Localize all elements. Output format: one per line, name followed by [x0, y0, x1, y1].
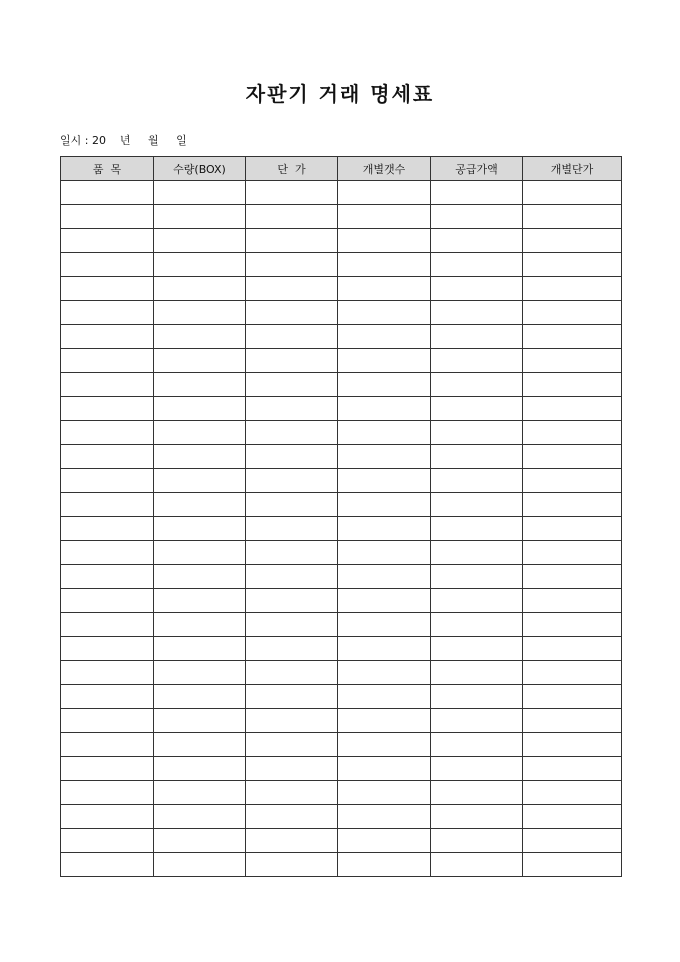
table-row: [61, 757, 622, 781]
table-cell: [431, 493, 523, 517]
table-cell: [338, 373, 431, 397]
table-cell: [338, 421, 431, 445]
table-cell: [246, 373, 338, 397]
header-unit-price: 단 가: [246, 157, 338, 181]
table-cell: [246, 397, 338, 421]
table-cell: [61, 229, 154, 253]
table-cell: [246, 661, 338, 685]
table-cell: [431, 301, 523, 325]
table-cell: [154, 805, 246, 829]
table-cell: [61, 373, 154, 397]
table-cell: [246, 589, 338, 613]
table-cell: [246, 637, 338, 661]
table-cell: [431, 853, 523, 877]
table-row: [61, 541, 622, 565]
table-cell: [431, 205, 523, 229]
table-row: [61, 637, 622, 661]
table-cell: [154, 613, 246, 637]
table-row: [61, 517, 622, 541]
table-cell: [61, 421, 154, 445]
table-cell: [431, 253, 523, 277]
table-cell: [61, 757, 154, 781]
table-cell: [246, 565, 338, 589]
table-cell: [246, 541, 338, 565]
table-row: [61, 181, 622, 205]
table-cell: [246, 829, 338, 853]
table-cell: [338, 397, 431, 421]
table-row: [61, 253, 622, 277]
table-cell: [154, 733, 246, 757]
table-cell: [431, 685, 523, 709]
table-cell: [338, 277, 431, 301]
table-cell: [431, 421, 523, 445]
table-cell: [431, 277, 523, 301]
table-cell: [246, 301, 338, 325]
table-cell: [431, 565, 523, 589]
table-cell: [154, 685, 246, 709]
table-row: [61, 733, 622, 757]
table-cell: [431, 181, 523, 205]
table-cell: [338, 301, 431, 325]
table-cell: [523, 469, 622, 493]
table-cell: [431, 397, 523, 421]
table-cell: [523, 757, 622, 781]
table-cell: [61, 181, 154, 205]
table-cell: [431, 373, 523, 397]
table-cell: [246, 733, 338, 757]
table-cell: [338, 493, 431, 517]
table-cell: [523, 781, 622, 805]
table-cell: [61, 637, 154, 661]
header-item: 품 목: [61, 157, 154, 181]
table-cell: [154, 853, 246, 877]
table-cell: [154, 445, 246, 469]
table-cell: [431, 469, 523, 493]
table-row: [61, 853, 622, 877]
table-cell: [246, 757, 338, 781]
header-individual-count: 개별갯수: [338, 157, 431, 181]
table-cell: [523, 421, 622, 445]
table-cell: [154, 397, 246, 421]
table-cell: [246, 469, 338, 493]
table-cell: [61, 517, 154, 541]
table-cell: [523, 589, 622, 613]
table-cell: [431, 349, 523, 373]
table-cell: [154, 301, 246, 325]
table-row: [61, 613, 622, 637]
table-cell: [431, 589, 523, 613]
table-cell: [154, 325, 246, 349]
table-cell: [154, 637, 246, 661]
table-cell: [523, 517, 622, 541]
table-row: [61, 805, 622, 829]
table-row: [61, 469, 622, 493]
table-cell: [246, 853, 338, 877]
table-cell: [338, 325, 431, 349]
table-cell: [523, 805, 622, 829]
table-cell: [61, 445, 154, 469]
table-cell: [338, 685, 431, 709]
table-cell: [523, 637, 622, 661]
table-cell: [154, 565, 246, 589]
table-cell: [338, 781, 431, 805]
table-cell: [61, 661, 154, 685]
table-cell: [431, 709, 523, 733]
table-cell: [431, 757, 523, 781]
table-cell: [154, 181, 246, 205]
table-cell: [338, 445, 431, 469]
transaction-table: [60, 156, 622, 877]
table-cell: [431, 445, 523, 469]
table-cell: [246, 445, 338, 469]
table-cell: [523, 397, 622, 421]
table-cell: [154, 253, 246, 277]
table-cell: [523, 709, 622, 733]
table-cell: [338, 589, 431, 613]
table-cell: [523, 229, 622, 253]
table-cell: [431, 829, 523, 853]
table-cell: [246, 229, 338, 253]
table-cell: [431, 613, 523, 637]
table-cell: [523, 373, 622, 397]
table-row: [61, 349, 622, 373]
table-cell: [154, 709, 246, 733]
table-cell: [338, 637, 431, 661]
table-cell: [523, 733, 622, 757]
table-cell: [338, 757, 431, 781]
table-cell: [338, 349, 431, 373]
table-cell: [246, 805, 338, 829]
table-cell: [246, 205, 338, 229]
table-cell: [431, 541, 523, 565]
table-cell: [246, 709, 338, 733]
table-cell: [154, 781, 246, 805]
table-cell: [61, 277, 154, 301]
document-title: 자판기 거래 명세표: [245, 82, 435, 106]
table-cell: [338, 853, 431, 877]
table-cell: [246, 613, 338, 637]
table-cell: [61, 349, 154, 373]
table-cell: [338, 205, 431, 229]
table-cell: [338, 565, 431, 589]
table-cell: [154, 517, 246, 541]
table-cell: [338, 805, 431, 829]
table-cell: [338, 613, 431, 637]
table-row: [61, 493, 622, 517]
table-cell: [61, 853, 154, 877]
table-cell: [246, 277, 338, 301]
table-cell: [246, 325, 338, 349]
table-row: [61, 781, 622, 805]
table-cell: [154, 421, 246, 445]
table-row: [61, 373, 622, 397]
table-cell: [338, 469, 431, 493]
table-cell: [431, 325, 523, 349]
table-cell: [154, 229, 246, 253]
table-cell: [61, 589, 154, 613]
table-cell: [61, 781, 154, 805]
table-cell: [154, 829, 246, 853]
table-cell: [246, 685, 338, 709]
table-cell: [154, 373, 246, 397]
table-cell: [523, 445, 622, 469]
table-cell: [61, 397, 154, 421]
table-cell: [523, 325, 622, 349]
table-row: [61, 565, 622, 589]
table-cell: [338, 253, 431, 277]
table-cell: [61, 325, 154, 349]
table-cell: [61, 493, 154, 517]
table-cell: [154, 493, 246, 517]
table-cell: [61, 301, 154, 325]
table-cell: [61, 205, 154, 229]
table-cell: [431, 805, 523, 829]
table-cell: [154, 757, 246, 781]
table-row: [61, 709, 622, 733]
table-cell: [246, 421, 338, 445]
table-cell: [523, 349, 622, 373]
table-cell: [523, 685, 622, 709]
table-cell: [523, 253, 622, 277]
table-row: [61, 445, 622, 469]
table-cell: [246, 517, 338, 541]
table-cell: [523, 661, 622, 685]
table-cell: [523, 565, 622, 589]
table-cell: [523, 277, 622, 301]
table-cell: [246, 493, 338, 517]
table-row: [61, 661, 622, 685]
table-cell: [523, 853, 622, 877]
table-row: [61, 397, 622, 421]
header-individual-price: 개별단가: [523, 157, 622, 181]
table-cell: [154, 277, 246, 301]
table-cell: [61, 253, 154, 277]
table-cell: [61, 685, 154, 709]
table-cell: [523, 541, 622, 565]
table-row: [61, 589, 622, 613]
table-cell: [154, 589, 246, 613]
table-cell: [246, 349, 338, 373]
table-cell: [338, 661, 431, 685]
table-cell: [338, 541, 431, 565]
table-cell: [338, 709, 431, 733]
table-cell: [431, 781, 523, 805]
table-cell: [338, 517, 431, 541]
table-cell: [154, 349, 246, 373]
table-cell: [61, 829, 154, 853]
table-cell: [523, 829, 622, 853]
table-row: [61, 205, 622, 229]
table-cell: [154, 541, 246, 565]
table-cell: [61, 733, 154, 757]
table-row: [61, 277, 622, 301]
table-row: [61, 829, 622, 853]
table-row: [61, 685, 622, 709]
table-cell: [431, 637, 523, 661]
table-cell: [246, 781, 338, 805]
table-cell: [338, 181, 431, 205]
table-cell: [523, 301, 622, 325]
table-cell: [61, 469, 154, 493]
table-cell: [338, 829, 431, 853]
table-cell: [154, 205, 246, 229]
table-row: [61, 325, 622, 349]
table-cell: [431, 517, 523, 541]
table-cell: [246, 253, 338, 277]
header-row: [61, 157, 622, 181]
table-cell: [523, 493, 622, 517]
table-cell: [154, 661, 246, 685]
table-row: [61, 301, 622, 325]
table-cell: [61, 613, 154, 637]
table-cell: [61, 709, 154, 733]
table-cell: [61, 565, 154, 589]
table-cell: [523, 205, 622, 229]
table-cell: [61, 805, 154, 829]
table-body: [61, 181, 622, 877]
table-cell: [523, 613, 622, 637]
date-line: 일시 : 20 년 월 일: [60, 134, 187, 147]
table-cell: [338, 733, 431, 757]
table-cell: [154, 469, 246, 493]
table-cell: [61, 541, 154, 565]
table-cell: [338, 229, 431, 253]
table-cell: [431, 661, 523, 685]
header-supply-amount: 공급가액: [431, 157, 523, 181]
table-cell: [246, 181, 338, 205]
header-quantity: 수량(BOX): [154, 157, 246, 181]
table-row: [61, 421, 622, 445]
table-cell: [431, 733, 523, 757]
table-cell: [431, 229, 523, 253]
table-cell: [523, 181, 622, 205]
table-row: [61, 229, 622, 253]
